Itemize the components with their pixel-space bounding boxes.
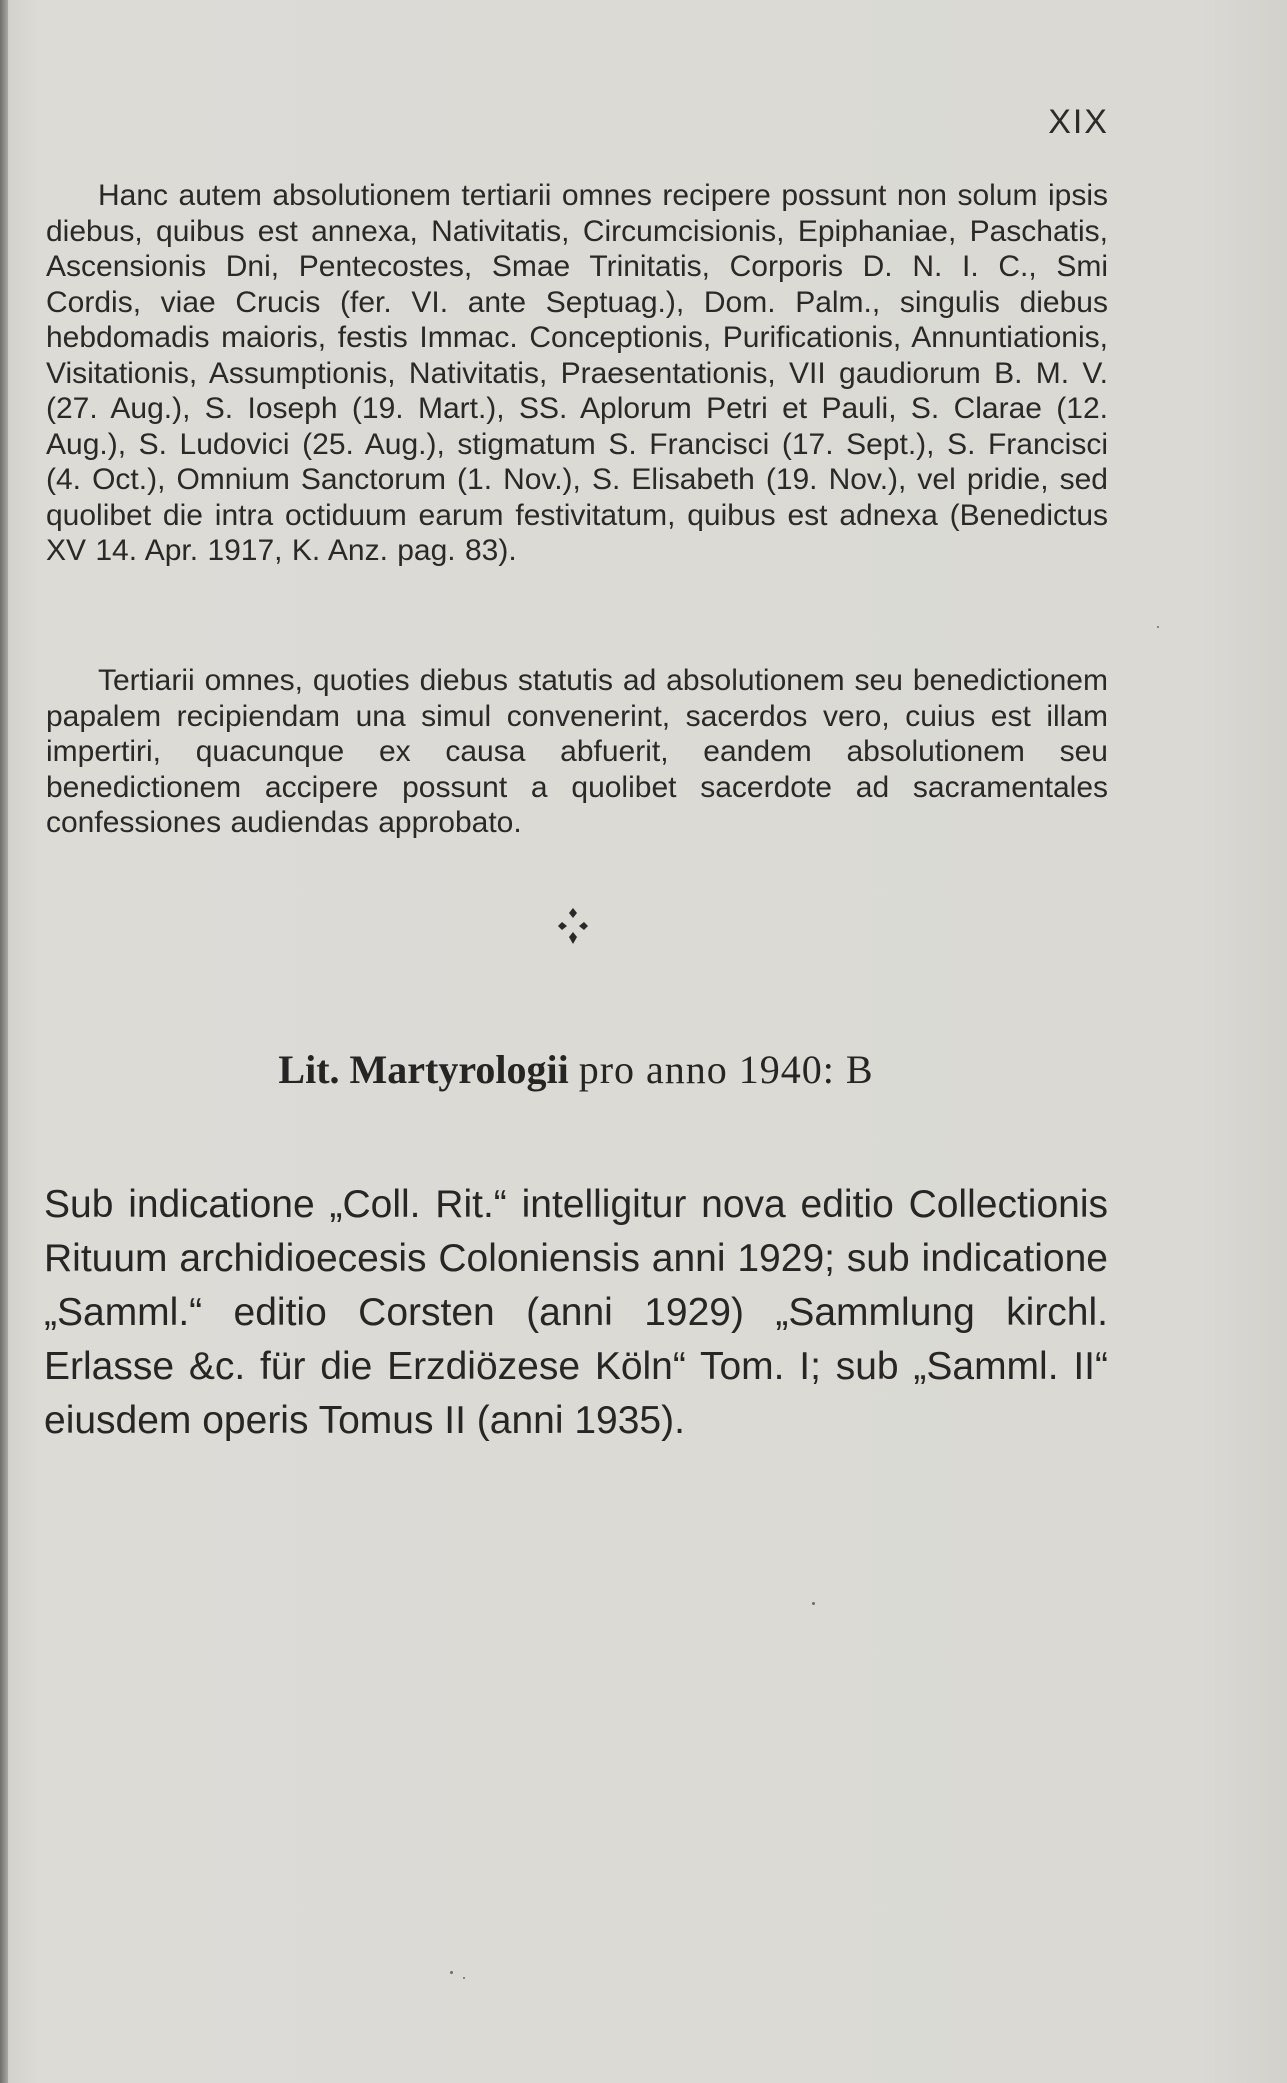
heading-bold: Lit. Martyrologii — [278, 1047, 569, 1092]
paragraph-absolution-days: Hanc autem absolutionem tertiarii omnes recipere possunt non solum ipsis diebus, quibus est annexa, Nativitatis, Circumcisionis, Epiphaniae, Paschatis, Ascensionis Dni, Pentecostes, Smae Trinitatis, Corporis D. N. I. C., Smi Cordis, viae Crucis (fer. VI. ante Septuag.), Dom. Palm., singulis diebus hebdomadis maioris, festis Immac. Conceptionis, Purificationis, Annuntiationis, Visitationis, Assumptionis, Nativitatis, Praesentationis, VII gaudiorum B. M. V. (27. Aug.), S. Ioseph (19. Mart.), SS. Aplorum Petri et Pauli, S. Clarae (12. Aug.), S. Ludovici (25. Aug.), stigmatum S. Francisci (17. Sept.), S. Francisci (4. Oct.), Omnium Sanctorum (1. Nov.), S. Elisabeth (19. Nov.), vel pridie, sed quolibet die intra octiduum earum festivitatum, quibus est adnexa (Benedictus XV 14. Apr. 1917, K. Anz. pag. 83). — [46, 179, 1108, 567]
paper-speck — [463, 1977, 465, 1979]
binding-edge — [0, 0, 8, 2083]
paper-speck — [1157, 626, 1159, 628]
abbreviations-note: Sub indicatione „Coll. Rit.“ intelligitur nova editio Collectionis Rituum archidioecesis Coloniensis anni 1929; sub indicatione „Samml.“ editio Corsten (anni 1929) „Sammlung kirchl. Erlasse &c. für die Erzdiözese Köln“ Tom. I; sub „Samml. II“ eiusdem operis Tomus II (anni 1935). — [44, 1183, 1108, 1442]
paper-speck — [450, 1971, 453, 1974]
page-number: XIX — [1048, 103, 1109, 141]
diamond-cluster-icon — [552, 905, 594, 947]
martyrology-heading — [0, 1046, 1152, 1093]
paper-speck — [812, 1602, 815, 1605]
heading-rest: pro anno 1940: B — [578, 1047, 874, 1092]
paragraph-tertiaries: Tertiarii omnes, quoties diebus statutis ad absolutionem seu benedictionem papalem recipiendam una simul convenerint, sacerdos vero, cuius est illam impertiri, quacunque ex causa abfuerit, eandem absolutionem seu benedictionem accipere possunt a quolibet sacerdote ad sacramentales confessiones audiendas approbato. — [46, 664, 1108, 839]
